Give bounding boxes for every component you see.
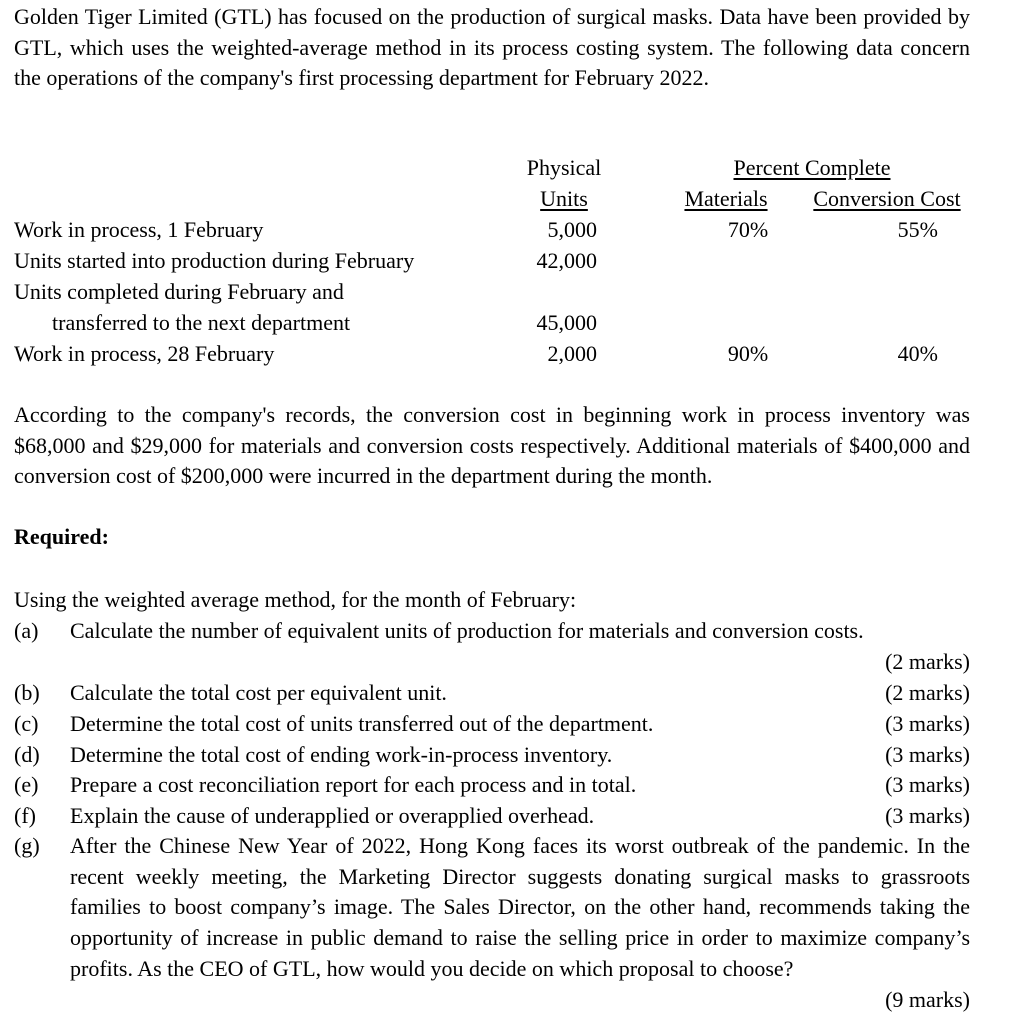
intro-paragraph: Golden Tiger Limited (GTL) has focused on the production of surgical masks. Data have been provided by GTL, which uses the weighted-average method in its process costing system. The following data concern the operations of the company's first processing department for February 2022.	[14, 4, 970, 90]
row-units: 2,000	[547, 341, 597, 366]
header-materials: Materials	[684, 186, 768, 211]
row-materials: 70%	[727, 217, 769, 242]
question-marks: (3 marks)	[885, 742, 970, 767]
row-units: 45,000	[536, 310, 597, 335]
question-label: (e)	[14, 772, 39, 797]
required-heading: Required:	[14, 524, 109, 549]
question-marks: (2 marks)	[885, 649, 970, 674]
row-units: 5,000	[547, 217, 597, 242]
row-materials: 90%	[727, 341, 769, 366]
question-marks: (2 marks)	[885, 680, 970, 705]
question-label: (b)	[14, 680, 40, 705]
header-conversion-cost: Conversion Cost	[813, 186, 961, 211]
row-conversion: 40%	[897, 341, 938, 366]
records-paragraph: According to the company's records, the conversion cost in beginning work in process inventory was $68,000 and $29,000 for materials and conversion costs respectively. Additional materials of $400,000 and conversion cost of $200,000 were incurred in the department during the month.	[14, 402, 970, 488]
question-marks: (3 marks)	[885, 772, 970, 797]
question-marks: (3 marks)	[885, 803, 970, 828]
row-label: Units started into production during February	[14, 248, 415, 273]
row-conversion: 55%	[897, 217, 938, 242]
row-units: 42,000	[536, 248, 597, 273]
question-label: (g)	[14, 833, 40, 858]
question-marks: (3 marks)	[885, 711, 970, 736]
question-text: Prepare a cost reconciliation report for each process and in total.	[70, 772, 637, 797]
header-units: Units	[540, 186, 588, 211]
question-label: (d)	[14, 742, 40, 767]
question-label: (f)	[14, 803, 36, 828]
header-physical: Physical	[526, 155, 602, 180]
row-label: transferred to the next department	[52, 310, 351, 335]
question-text: After the Chinese New Year of 2022, Hong Kong faces its worst outbreak of the pandemic. In the recent weekly meeting, the Marketing Director suggests donating surgical masks to grassroots families to boost company’s image. The Sales Director, on the other hand, recommends taking the opportunity of increase in public demand to raise the selling price in order to maximize company’s profits. As the CEO of GTL, how would you decide on which proposal to choose?	[70, 833, 970, 981]
question-text: Determine the total cost of ending work-in-process inventory.	[70, 742, 613, 767]
question-text: Calculate the number of equivalent units of production for materials and conversion costs.	[70, 618, 864, 643]
row-label: Work in process, 1 February	[14, 217, 264, 242]
question-text: Calculate the total cost per equivalent unit.	[70, 680, 447, 705]
question-text: Determine the total cost of units transferred out of the department.	[70, 711, 654, 736]
instruction-text: Using the weighted average method, for the month of February:	[14, 587, 577, 612]
row-label: Units completed during February and	[14, 279, 344, 304]
question-label: (a)	[14, 618, 39, 643]
row-label: Work in process, 28 February	[14, 341, 275, 366]
question-label: (c)	[14, 711, 39, 736]
header-percent-complete: Percent Complete	[733, 155, 891, 180]
question-marks: (9 marks)	[885, 987, 970, 1012]
question-text: Explain the cause of underapplied or overapplied overhead.	[70, 803, 595, 828]
